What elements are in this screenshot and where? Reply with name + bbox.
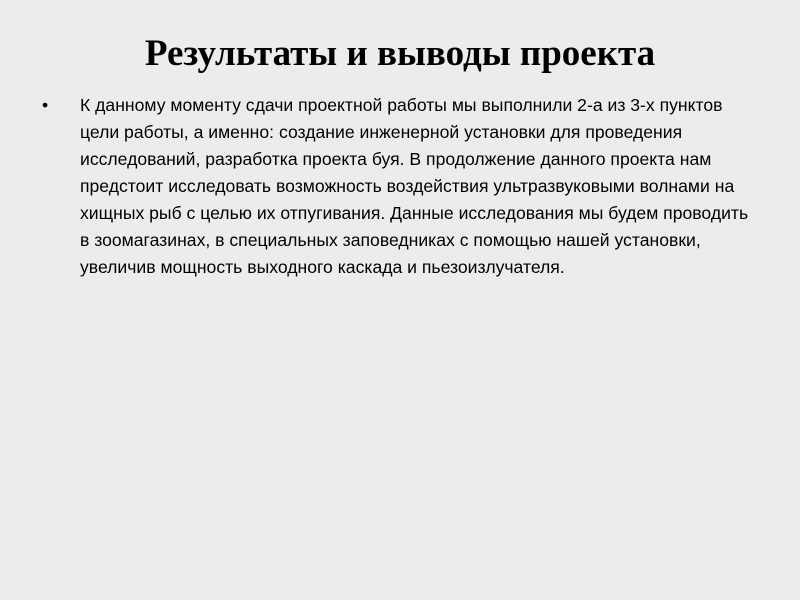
slide-title: Результаты и выводы проекта bbox=[144, 33, 656, 74]
bullet-marker-icon: • bbox=[42, 95, 49, 115]
bullet-list bbox=[42, 92, 758, 281]
bullet-text: К данному моменту сдачи проектной работы мы выполнили 2-а из 3-х пунктов цели работы, а именно: создание инженерной установки для проведения исследований, разработка проекта буя. В продолжение данного проекта нам предстоит исследовать возможность воздействия ультразвуковыми волнами на хищных рыб с целью их отпугивания. Данные исследования мы будем проводить в зоомагазинах, в специальных заповедниках с помощью нашей установки, увеличив мощность выходного каскада и пьезоизлучателя. bbox=[80, 95, 749, 277]
bullet-item bbox=[42, 92, 758, 281]
